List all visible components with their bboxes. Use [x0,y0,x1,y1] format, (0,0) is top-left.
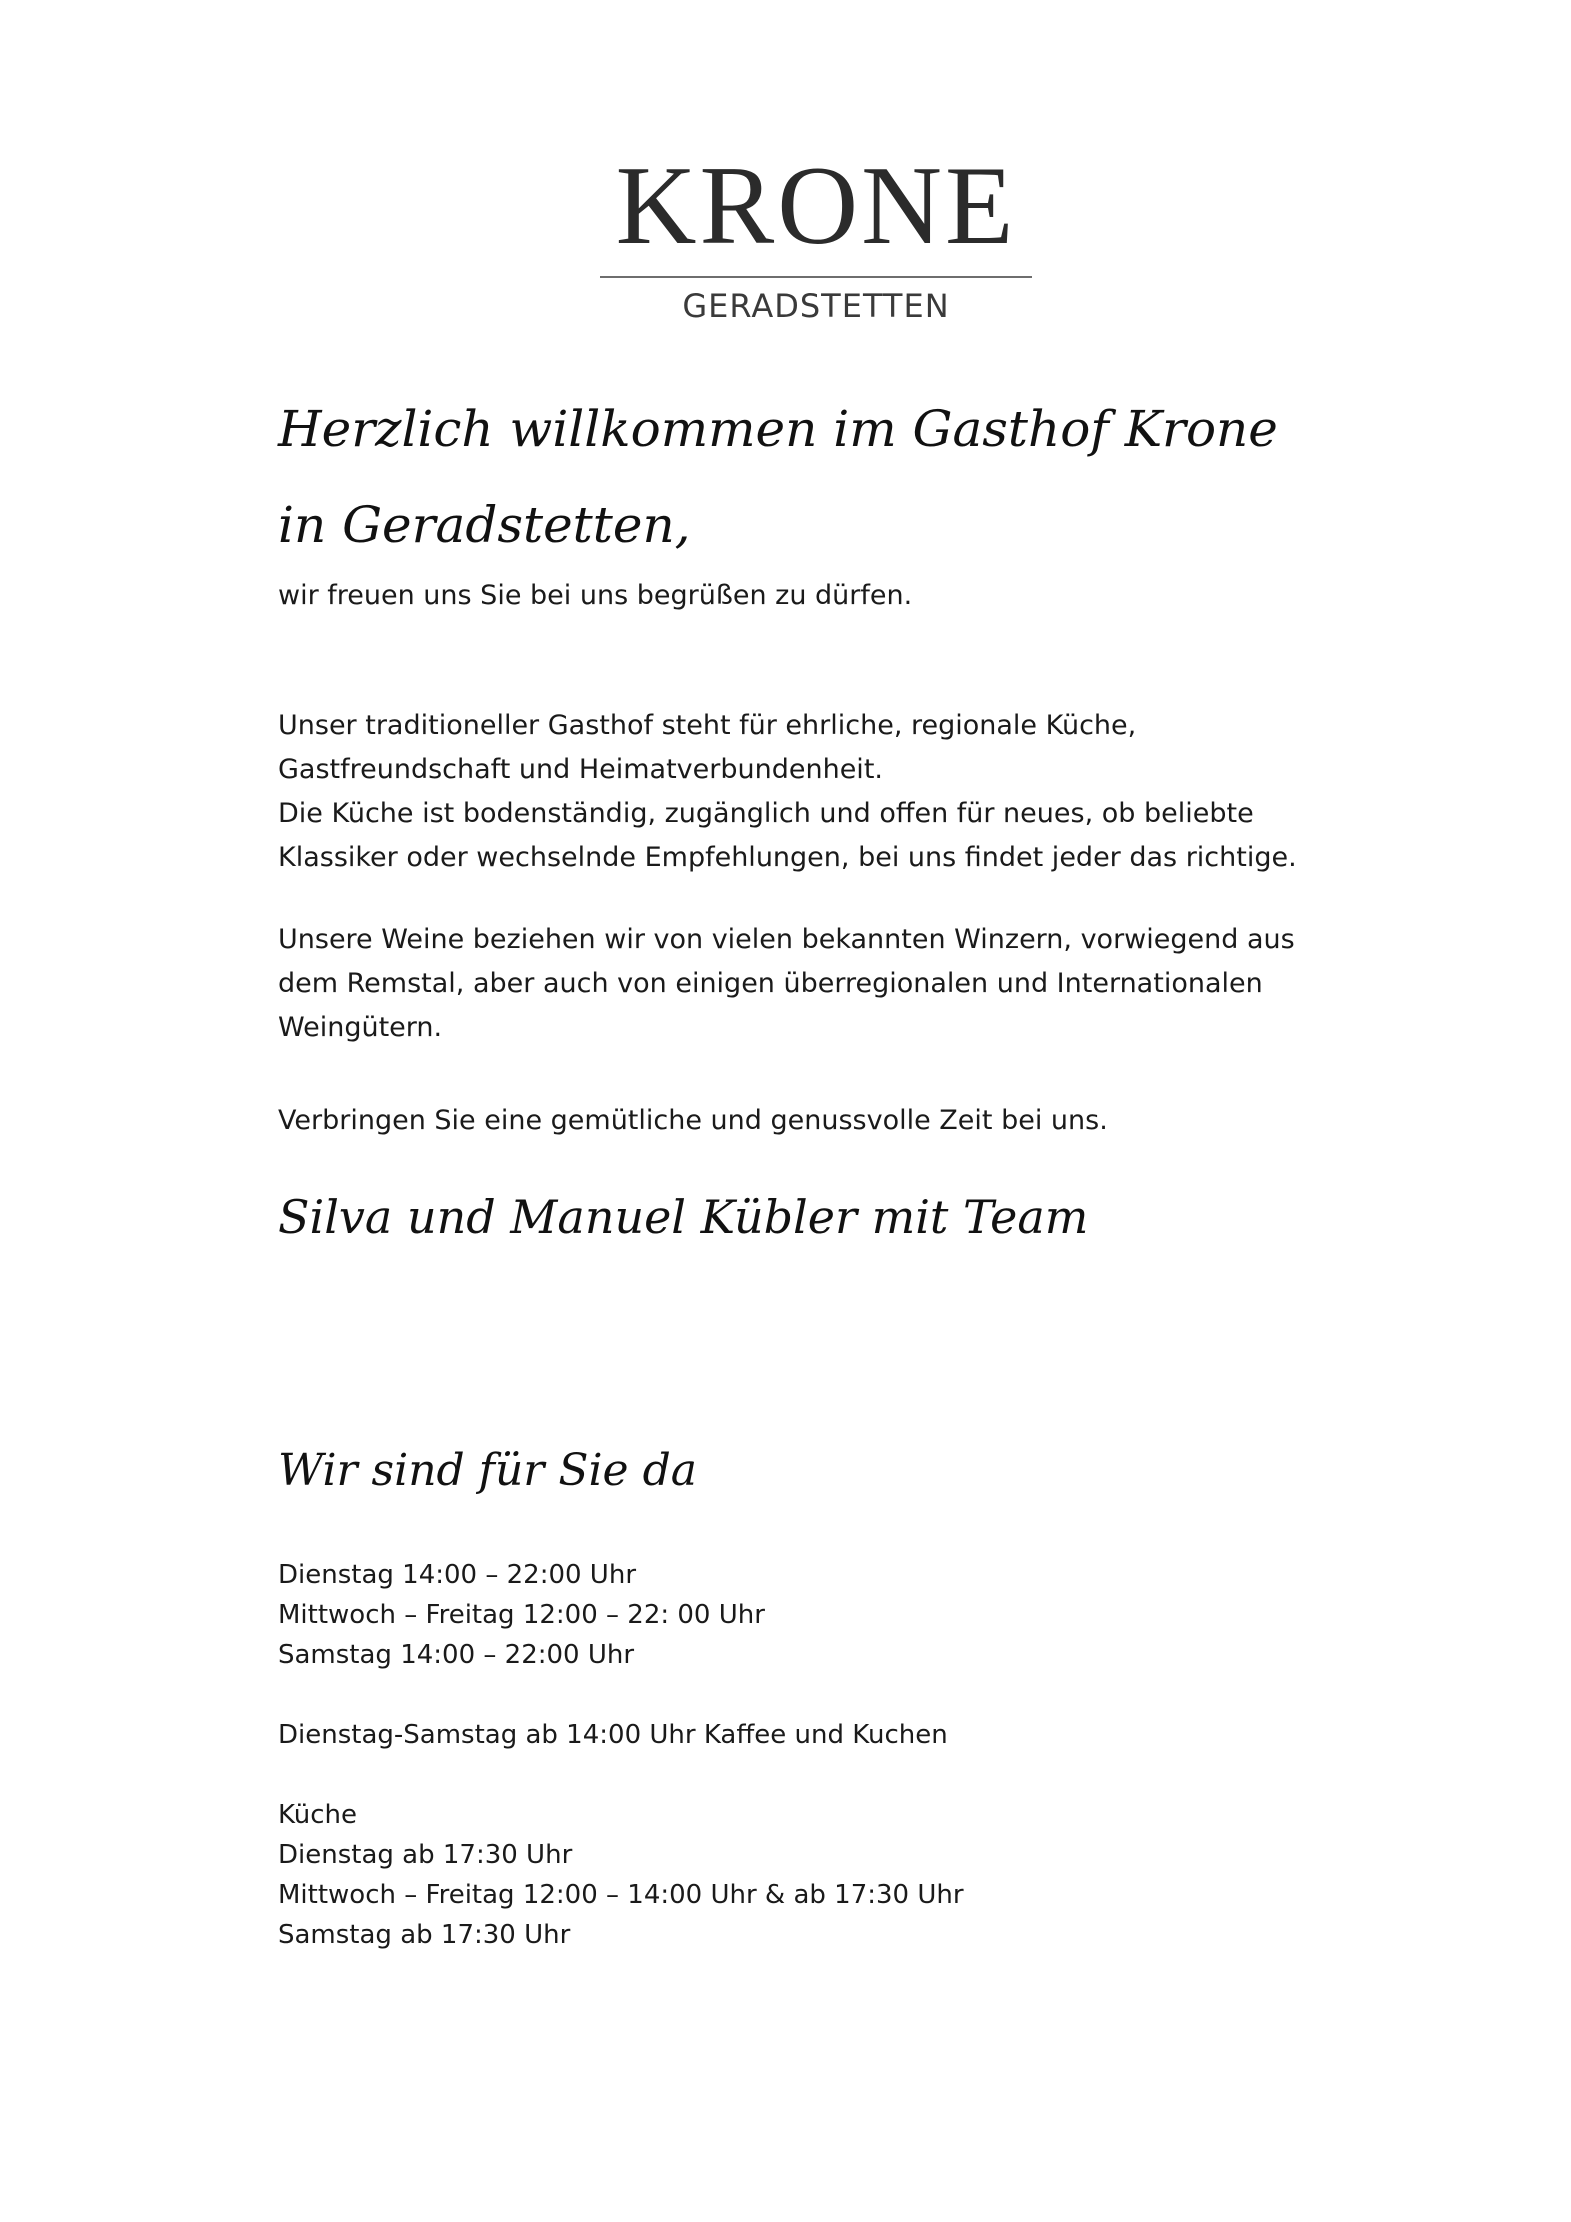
coffee-hours-line: Dienstag-Samstag ab 14:00 Uhr Kaffee und Kuchen [278,1720,948,1750]
logo-subtitle: GERADSTETTEN [682,287,950,325]
intro-p1-line: Unser traditioneller Gasthof steht für ehrliche, regionale Küche, [278,710,1137,741]
kitchen-hours-line: Dienstag ab 17:30 Uhr [278,1840,573,1870]
greeting-text: wir freuen uns Sie bei uns begrüßen zu dürfen. [278,580,913,611]
intro-p2-line: Unsere Weine beziehen wir von vielen bekannten Winzern, vorwiegend aus [278,924,1295,955]
opening-hours-list [278,1555,1328,1675]
intro-p2-line: Weingütern. [278,1012,443,1043]
intro-p1-line: Klassiker oder wechselnde Empfehlungen, bei uns findet jeder das richtige. [278,842,1297,873]
kitchen-hours-list [278,1795,1328,1955]
logo [600,144,1032,325]
logo-divider [600,276,1032,278]
opening-hours-line: Samstag 14:00 – 22:00 Uhr [278,1640,635,1670]
kitchen-hours-line: Samstag ab 17:30 Uhr [278,1920,571,1950]
intro-p1-line: Gastfreundschaft und Heimatverbundenheit. [278,754,883,785]
opening-hours-line: Dienstag 14:00 – 22:00 Uhr [278,1560,637,1590]
opening-hours-line: Mittwoch – Freitag 12:00 – 22: 00 Uhr [278,1600,765,1630]
logo-name: KRONE [615,144,1017,268]
coffee-hours [278,1715,1328,1755]
kitchen-hours-line: Mittwoch – Freitag 12:00 – 14:00 Uhr & ab 17:30 Uhr [278,1880,964,1910]
intro-paragraph-3: Verbringen Sie eine gemütliche und genussvolle Zeit bei uns. [278,1105,1108,1136]
intro-paragraph-2 [278,918,1328,1050]
greeting-heading-line-2: in Geradstetten, [278,496,691,554]
kitchen-label: Küche [278,1800,358,1830]
hours-heading: Wir sind für Sie da [278,1445,697,1496]
greeting-heading-line-1: Herzlich willkommen im Gasthof Krone [278,400,1278,458]
intro-p2-line: dem Remstal, aber auch von einigen überregionalen und Internationalen [278,968,1263,999]
intro-paragraph-1 [278,704,1328,880]
intro-p1-line: Die Küche ist bodenständig, zugänglich und offen für neues, ob beliebte [278,798,1254,829]
signature: Silva und Manuel Kübler mit Team [278,1190,1089,1244]
